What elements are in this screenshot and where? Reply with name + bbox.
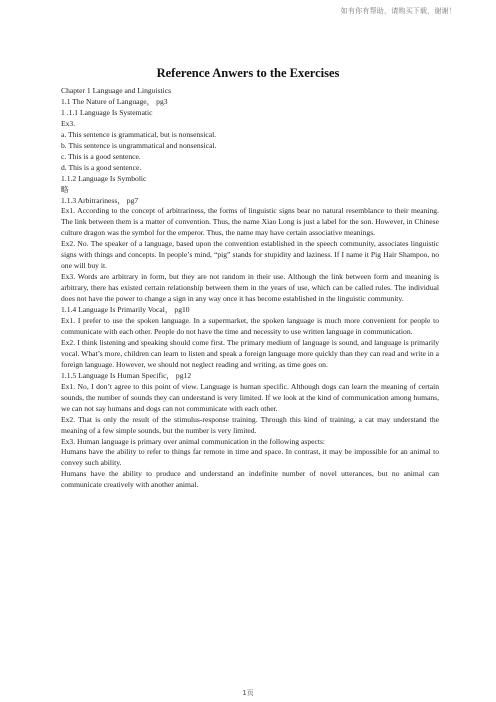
answer-paragraph: Humans have the ability to produce and understand an indefinite number of novel utterances, but no animal can communicate creatively with another animal. [61, 469, 439, 490]
answer-paragraph: Ex1. According to the concept of arbitrariness, the forms of linguistic signs bear no natural resemblance to their meaning. The link between them is a matter of convention. Thus, the name Xiao Long is just a label for the son. However, in Chinese culture dragon was the symbol for the emperor. Thus, the name may have certain associative meanings. [61, 206, 439, 238]
exercise-label: Ex3. [61, 118, 76, 128]
answer-line: a. This sentence is grammatical, but is nonsensical. [61, 129, 217, 139]
answer-line: c. This is a good sentence. [61, 151, 141, 161]
answer-paragraph: Ex1. I prefer to use the spoken language. In a supermarket, the spoken language is much more convenient for people to communicate with each other. People do not have the time and necessity to use written language in communication. [61, 316, 439, 336]
answer-paragraph: Ex2. That is only the result of the stimulus-response training. Through this kind of training, a cat may understand the meaning of a few simple sounds, but the number is very limited. [61, 414, 439, 435]
subsection-heading: 1.1.3 Arbitrariness， pg7 [61, 195, 139, 205]
subsection-heading: 1 .1.1 Language Is Systematic [61, 107, 153, 117]
answer-paragraph: Ex2. I think listening and speaking should come first. The primary medium of language is sound, and language is primarily vocal. What’s more, children can learn to listen and speak a foreign language more quickly than they can read and write in a foreign language. However, we should not neglect reading and writing, as time goes on. [61, 337, 439, 369]
answer-paragraph: Ex3. Human language is primary over animal communication in the following aspects: [61, 436, 326, 446]
page-number: 1页 [242, 689, 254, 697]
omitted-note: 略 [61, 184, 69, 194]
answer-line: b. This sentence is ungrammatical and nonsensical. [61, 140, 217, 150]
document-body [61, 86, 439, 491]
answer-paragraph: Ex2. No. The speaker of a language, based upon the convention established in the speech community, associates linguistic signs with things and concepts. In people’s mind, “pig” stands for stupidity and laziness. If I name it Pig Hair Shampoo, no one will buy it. [61, 239, 439, 271]
document-title: Reference Anwers to the Exercises [156, 66, 340, 80]
section-heading: 1.1 The Nature of Language， pg3 [61, 96, 168, 106]
subsection-heading: 1.1.4 Language Is Primarily Vocal， pg10 [61, 305, 190, 315]
header-note: 如有你有帮助，请购买下载，谢谢！ [340, 7, 456, 15]
answer-paragraph: Ex3. Words are arbitrary in form, but they are not random in their use. Although the link between form and meaning is arbitrary, there has existed certain relationship between them in the years of use, which can be called rules. The individual does not have the power to change a sign in any way once it has become established in the linguistic community. [61, 272, 439, 304]
answer-paragraph: Humans have the ability to refer to things far remote in time and space. In contrast, it may be impossible for an animal to convey such ability. [61, 447, 439, 468]
subsection-heading: 1.1.2 Language Is Symbolic [61, 173, 147, 183]
subsection-heading: 1.1.5 Language Is Human Specific， pg12 [61, 370, 192, 380]
answer-paragraph: Ex1. No, I don’t agree to this point of view. Language is human specific. Although dogs can learn the meaning of certain sounds, the number of sounds they can understand is very limited. If we look at the kind of communication among humans, we can not say humans and dogs can not communicate with each other. [61, 381, 439, 413]
answer-line: d. This is a good sentence. [61, 162, 142, 172]
chapter-heading: Chapter 1 Language and Linguistics [61, 86, 172, 95]
